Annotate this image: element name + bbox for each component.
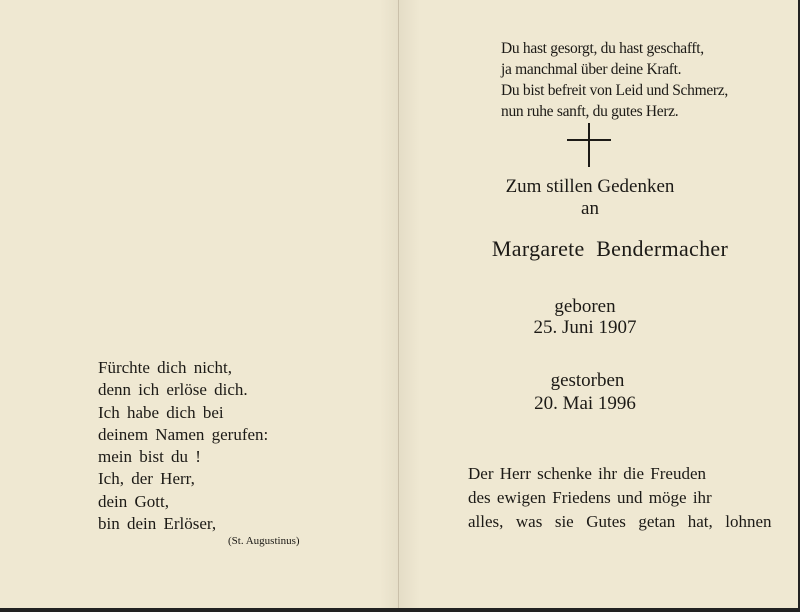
- bottom-verse-line: alles, was sie Gutes getan hat, lohnen: [468, 512, 772, 531]
- left-verse-line: dein Gott,: [98, 491, 169, 511]
- top-verse-line: Du bist befreit von Leid und Schmerz,: [501, 82, 728, 99]
- left-verse-line: Ich, der Herr,: [98, 469, 195, 489]
- memorial-line: an: [581, 198, 599, 219]
- bottom-verse-line: des ewigen Friedens und möge ihr: [468, 488, 712, 507]
- top-verse-line: Du hast gesorgt, du hast geschafft,: [501, 40, 704, 57]
- left-verse: [98, 357, 268, 535]
- left-verse-line: bin dein Erlöser,: [98, 514, 217, 534]
- memorial-line: Zum stillen Gedenken: [505, 176, 675, 197]
- deceased-name: Margarete Bendermacher: [491, 236, 729, 261]
- left-verse-line: mein bist du !: [98, 447, 201, 467]
- born-date: 25. Juni 1907: [533, 317, 637, 338]
- top-verse-line: nun ruhe sanft, du gutes Herz.: [501, 103, 679, 120]
- died-label: gestorben: [550, 370, 625, 391]
- born-label: geboren: [554, 296, 616, 317]
- top-verse: [501, 38, 728, 122]
- cross-icon: [567, 123, 611, 167]
- top-verse-line: ja manchmal über deine Kraft.: [501, 61, 682, 78]
- fold-shadow: [380, 0, 420, 608]
- memorial-heading: [470, 176, 710, 220]
- left-verse-line: deinem Namen gerufen:: [98, 424, 269, 444]
- bottom-verse: [468, 462, 772, 534]
- bottom-verse-line: Der Herr schenke ihr die Freuden: [468, 464, 706, 483]
- left-verse-line: Ich habe dich bei: [98, 402, 224, 422]
- died-date: 20. Mai 1996: [534, 393, 636, 414]
- center-fold: [398, 0, 399, 608]
- left-verse-line: Fürchte dich nicht,: [98, 358, 232, 377]
- left-verse-line: denn ich erlöse dich.: [98, 380, 248, 400]
- verse-attribution: (St. Augustinus): [228, 535, 300, 547]
